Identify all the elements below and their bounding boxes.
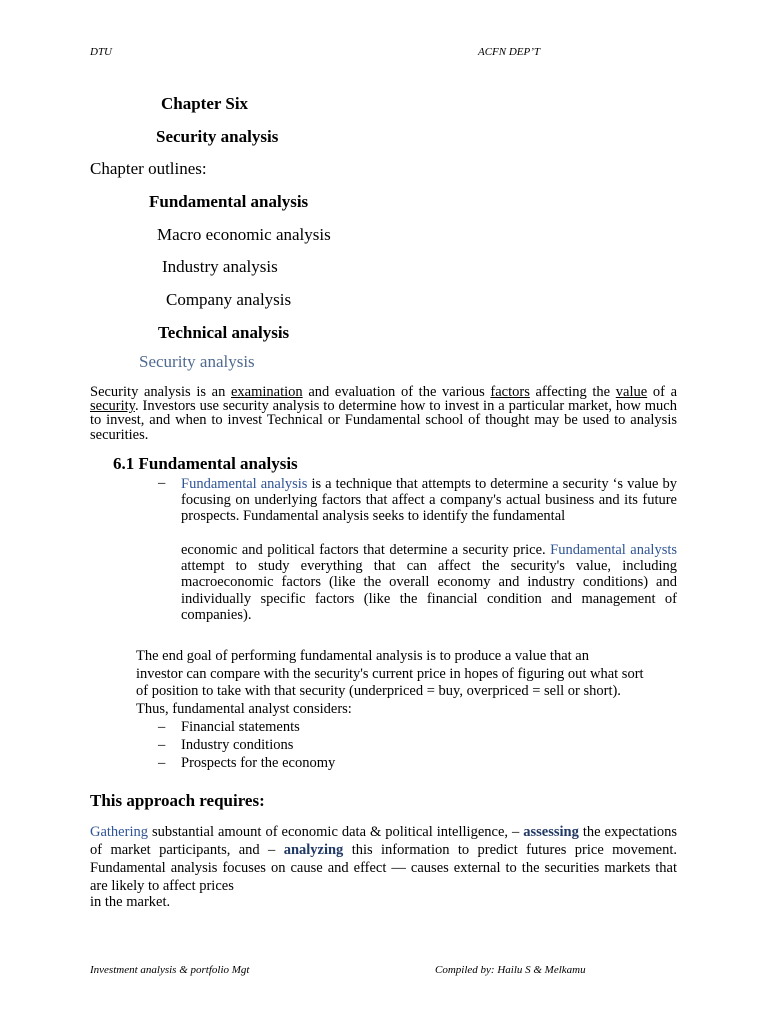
bullet-dash: – — [158, 475, 166, 491]
bullet-dash: – — [158, 755, 166, 771]
fundamental-paragraph-2: economic and political factors that determine a security price. Fundamental analysts attempt to study everything that can affect the security's value, including macroeconomic factors (like the overall economy and industry conditions) and individually specific factors (like the financial condition and management of companies). — [181, 542, 678, 623]
consider-item: Prospects for the economy — [181, 755, 336, 771]
consider-item: Industry conditions — [181, 737, 294, 753]
term-gathering: Gathering — [90, 824, 148, 840]
fundamental-paragraph-1: Fundamental analysis is a technique that attempts to determine a security ‘s value by focusing on underlying factors that affect a company's actual business and its future prospects. Fundamental analysis seeks to identify the fundamental — [181, 476, 677, 525]
goal-line-4: Thus, fundamental analyst considers: — [136, 701, 352, 717]
chapter-subject: Security analysis — [156, 127, 279, 146]
term-assessing: assessing — [523, 824, 579, 840]
term-analyzing: analyzing — [283, 842, 344, 858]
consider-item: Financial statements — [181, 719, 300, 735]
outline-item-technical: Technical analysis — [158, 323, 290, 342]
goal-line-2: investor can compare with the security's current price in hopes of figuring out what sort — [136, 666, 644, 682]
outline-item-company: Company analysis — [166, 290, 292, 309]
bullet-dash: – — [158, 737, 166, 753]
approach-heading: This approach requires: — [90, 791, 265, 810]
outline-item-fundamental: Fundamental analysis — [149, 192, 309, 211]
section-heading: Security analysis — [139, 352, 255, 371]
bullet-dash: – — [158, 719, 166, 735]
outlines-label: Chapter outlines: — [90, 159, 207, 178]
approach-paragraph: Gathering substantial amount of economic data & political intelligence, – assessing the expectations of market participants, and – analyzing this information to predict futures price movement. Fundamental analysis focuses on cause and effect — causes external to the securities markets that are likely to affect prices — [90, 824, 677, 894]
chapter-title: Chapter Six — [161, 94, 249, 113]
footer-left: Investment analysis & portfolio Mgt — [90, 964, 250, 976]
fundamental-heading: 6.1 Fundamental analysis — [113, 454, 298, 473]
intro-paragraph: Security analysis is an examination and evaluation of the various factors affecting the value of a security. Investors use security analysis to determine how to invest in a particular market, how much to invest, and when to invest Technical or Fundamental school of thought may be used to analysis securities. — [90, 384, 678, 443]
link-value[interactable]: value — [615, 384, 648, 400]
footer-right: Compiled by: Hailu S & Melkamu — [435, 964, 586, 976]
link-security[interactable]: security — [90, 398, 135, 415]
link-factors[interactable]: factors — [490, 384, 530, 400]
approach-last-line: in the market. — [90, 894, 171, 910]
outline-item-industry: Industry analysis — [162, 257, 278, 276]
goal-line-3: of position to take with that security (underpriced = buy, overpriced = sell or short). — [136, 683, 621, 699]
link-examination[interactable]: examination — [231, 384, 303, 400]
header-left: DTU — [90, 46, 113, 58]
outline-item-macro: Macro economic analysis — [157, 225, 331, 244]
term-fundamental-analysis: Fundamental analysis — [181, 476, 308, 492]
term-fundamental-analysts: Fundamental analysts — [550, 542, 678, 558]
header-right: ACFN DEP’T — [478, 46, 541, 58]
goal-line-1: The end goal of performing fundamental analysis is to produce a value that an — [136, 648, 589, 664]
